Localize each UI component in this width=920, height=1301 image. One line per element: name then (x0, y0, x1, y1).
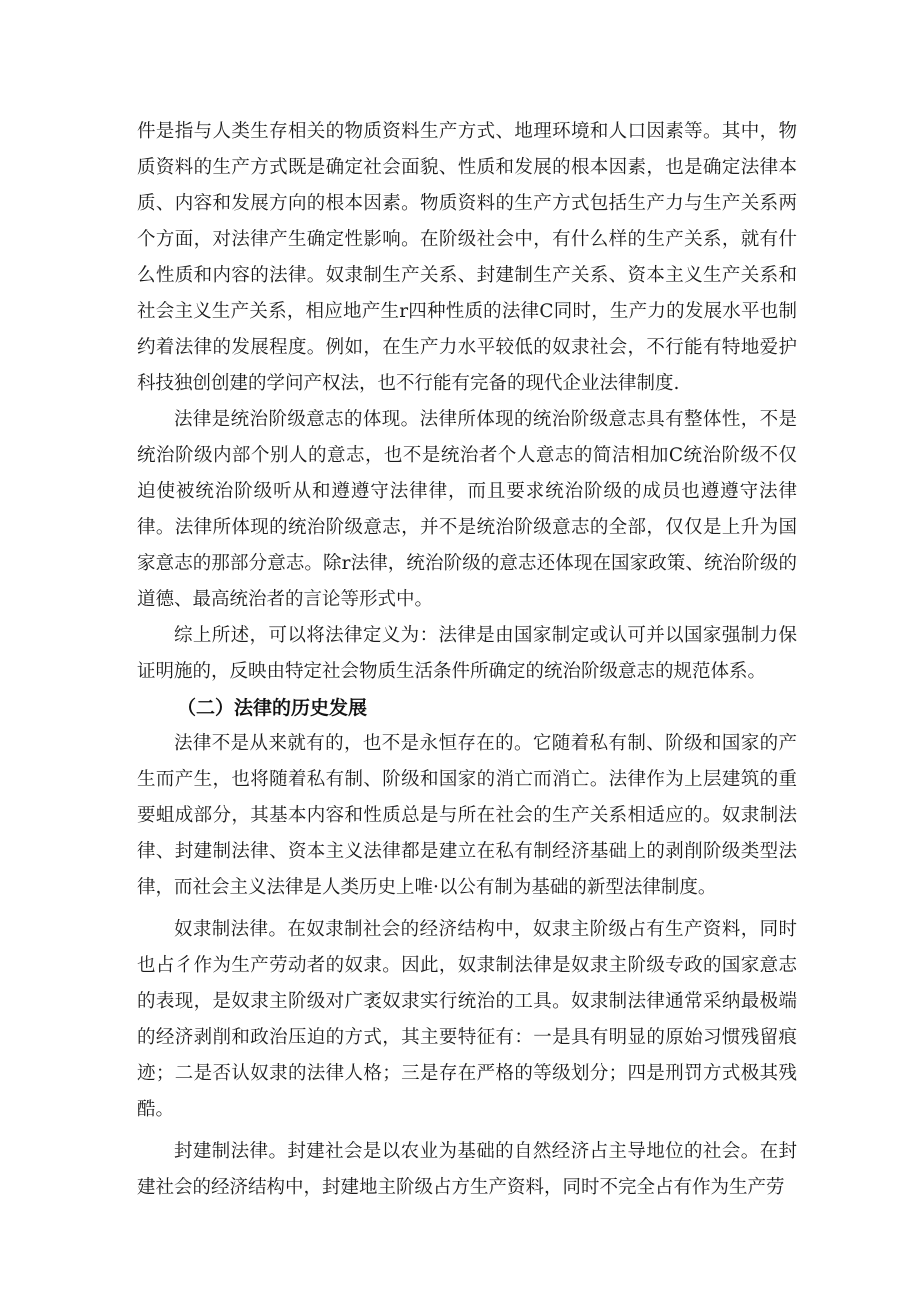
paragraph-slavery-law: 奴隶制法律。在奴隶制社会的经济结构中，奴隶主阶级占有生产资料，同时也占彳作为生产劳动者的奴隶。因此，奴隶制法律是奴隶主阶级专政的国家意志的表现，是奴隶主阶级对广袤奴隶实行统治的工具。奴隶制法律通常采纳最极端的经济剥削和政治压迫的方式，其主要特征有：一是具有明显的原始习惯残留痕迹；二是否认奴隶的法律人格；三是存在严格的等级划分；四是刑罚方式极其残酷。 (137, 919, 797, 1120)
paragraph-continuation: 件是指与人类生存相关的物质资料生产方式、地理环境和人口因素等。其中，物质资料的生产方式既是确定社会面貌、性质和发展的根本因素，也是确定法律本质、内容和发展方向的根本因素。物质资料的生产方式包括生产力与生产关系两个方面，对法律产生确定性影响。在阶级社会中，有什么样的生产关系，就有什么性质和内容的法律。奴隶制生产关系、封建制生产关系、资本主义生产关系和社会主义生产关系，相应地产生r四种性质的法律C同时，生产力的发展水平也制约着法律的发展程度。例如，在生产力水平较低的奴隶社会，不行能有特地爱护科技独创创建的学问产权法，也不行能有完备的现代企业法律制度. (137, 121, 797, 394)
paragraph-definition: 综上所述，可以将法律定义为：法律是由国家制定或认可并以国家强制力保证明施的，反映由特定社会物质生活条件所确定的统治阶级意志的规范体系。 (137, 625, 797, 682)
paragraph-origin: 法律不是从来就有的，也不是永恒存在的。它随着私有制、阶级和国家的产生而产生，也将随着私有制、阶级和国家的消亡而消亡。法律作为上层建筑的重要蛆成部分，其基本内容和性质总是与所在社会的生产关系相适应的。奴隶制法律、封建制法律、资本主义法律都是建立在私有制经济基础上的剥削阶级类型法律，而社会主义法律是人类历史上唯·以公有制为基础的新型法律制度。 (137, 733, 797, 898)
section-heading: （二）法律的历史发展 (177, 697, 368, 719)
paragraph-class-will: 法律是统治阶级意志的体现。法律所体现的统治阶级意志具有整体性，不是统治阶级内部个别人的意志，也不是统治者个人意志的简洁相加C统治阶级不仅迫使被统治阶级听从和遵遵守法律律，而且要求统治阶级的成员也遵遵守法律律。法律所体现的统治阶级意志，并不是统治阶级意志的全部，仅仅是上升为国家意志的那部分意志。除r法律，统治阶级的意志还体现在国家政策、统治阶级的道德、最高统治者的言论等形式中。 (137, 409, 797, 610)
document-body (137, 114, 797, 1206)
paragraph-feudal-law: 封建制法律。封建社会是以农业为基础的自然经济占主导地位的社会。在封建社会的经济结构中，封建地主阶级占方生产资料，同时不完全占有作为生产劳 (137, 1141, 797, 1198)
